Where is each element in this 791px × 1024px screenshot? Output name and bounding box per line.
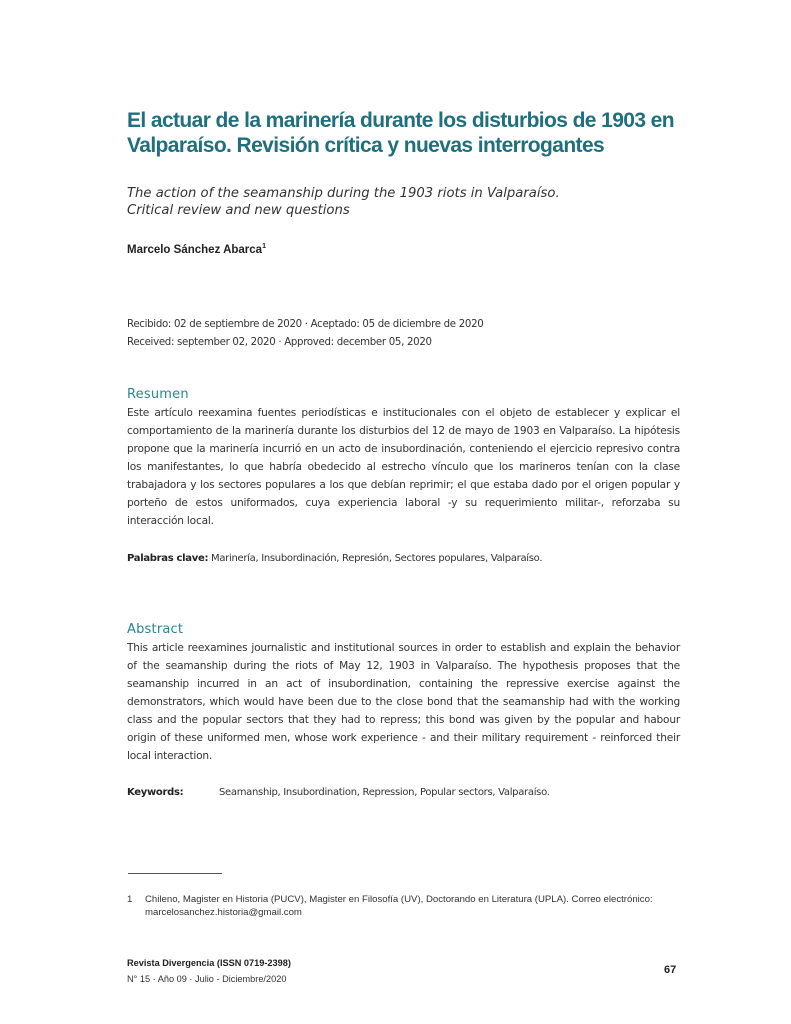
author-footnote-ref[interactable]: 1 [262, 243, 266, 251]
abstract-heading: Abstract [127, 622, 184, 637]
abstract-keywords-list: Seamanship, Insubordination, Repression, Popular sectors, Valparaíso. [219, 787, 550, 798]
dates-spanish: Recibido: 02 de septiembre de 2020 · Aceptado: 05 de diciembre de 2020 [127, 319, 484, 330]
article-title-en [127, 185, 687, 219]
author-name-text: Marcelo Sánchez Abarca [127, 244, 263, 256]
article-title-es: El actuar de la marinería durante los disturbios de 1903 en Valparaíso. Revisión crítica y nuevas interrogantes [127, 109, 674, 157]
journal-issue: N° 15 · Año 09 · Julio - Diciembre/2020 [127, 974, 287, 984]
journal-name: Revista Divergencia (ISSN 0719-2398) [127, 958, 291, 968]
page-number: 67 [664, 964, 677, 976]
footnote-separator [128, 873, 222, 874]
footnote-text: Chileno, Magister en Historia (PUCV), Magister en Filosofía (UV), Doctorando en Literatura (UPLA). Correo electrónico: marcelosanchez.historia@gmail.com [145, 894, 653, 918]
resumen-keywords-label: Palabras clave: [127, 553, 209, 564]
abstract-keywords [127, 787, 687, 798]
abstract-keywords-label: Keywords: [127, 787, 184, 798]
journal-footer [127, 955, 291, 987]
resumen-keywords [127, 553, 687, 564]
resumen-heading: Resumen [127, 387, 189, 402]
article-title-en-line2: Critical review and new questions [127, 203, 350, 218]
abstract-text: This article reexamines journalistic and institutional sources in order to establish and explain the behavior of the seamanship during the riots of May 12, 1903 in Valparaíso. The hypothesis proposes that the seamanship incurred in an act of insubordination, containing the repressive exercise against the demonstrators, which would have been due to the close bond that the seamanship had with the working class and the popular sectors that they had to repress; this bond was given by the popular and habour origin of these uniformed men, whose work experience - and their military requirement - reinforced their local interaction. [127, 642, 680, 762]
footnote [127, 893, 687, 919]
author-name [127, 244, 266, 256]
article-title-en-line1: The action of the seamanship during the 1903 riots in Valparaíso. [127, 186, 560, 201]
resumen-text: Este artículo reexamina fuentes periodísticas e institucionales con el objeto de establecer y explicar el comportamiento de la marinería durante los disturbios del 12 de mayo de 1903 en Valparaíso. La hipótesis propone que la marinería incurrió en un acto de insubordinación, conteniendo el ejercicio represivo contra los manifestantes, lo que habría obedecido al estrecho vínculo que los marineros tenían con la clase trabajadora y los sectores populares a los que debían reprimir; el que estaba dado por el origen popular y porteño de estos uniformados, cuya experiencia laboral -y su requerimiento militar-, reforzaba su interacción local. [127, 407, 680, 527]
submission-dates [127, 316, 687, 352]
dates-english: Received: september 02, 2020 · Approved: december 05, 2020 [127, 337, 432, 348]
resumen-keywords-list: Marinería, Insubordinación, Represión, Sectores populares, Valparaíso. [211, 553, 543, 564]
footnote-number: 1 [127, 894, 133, 905]
